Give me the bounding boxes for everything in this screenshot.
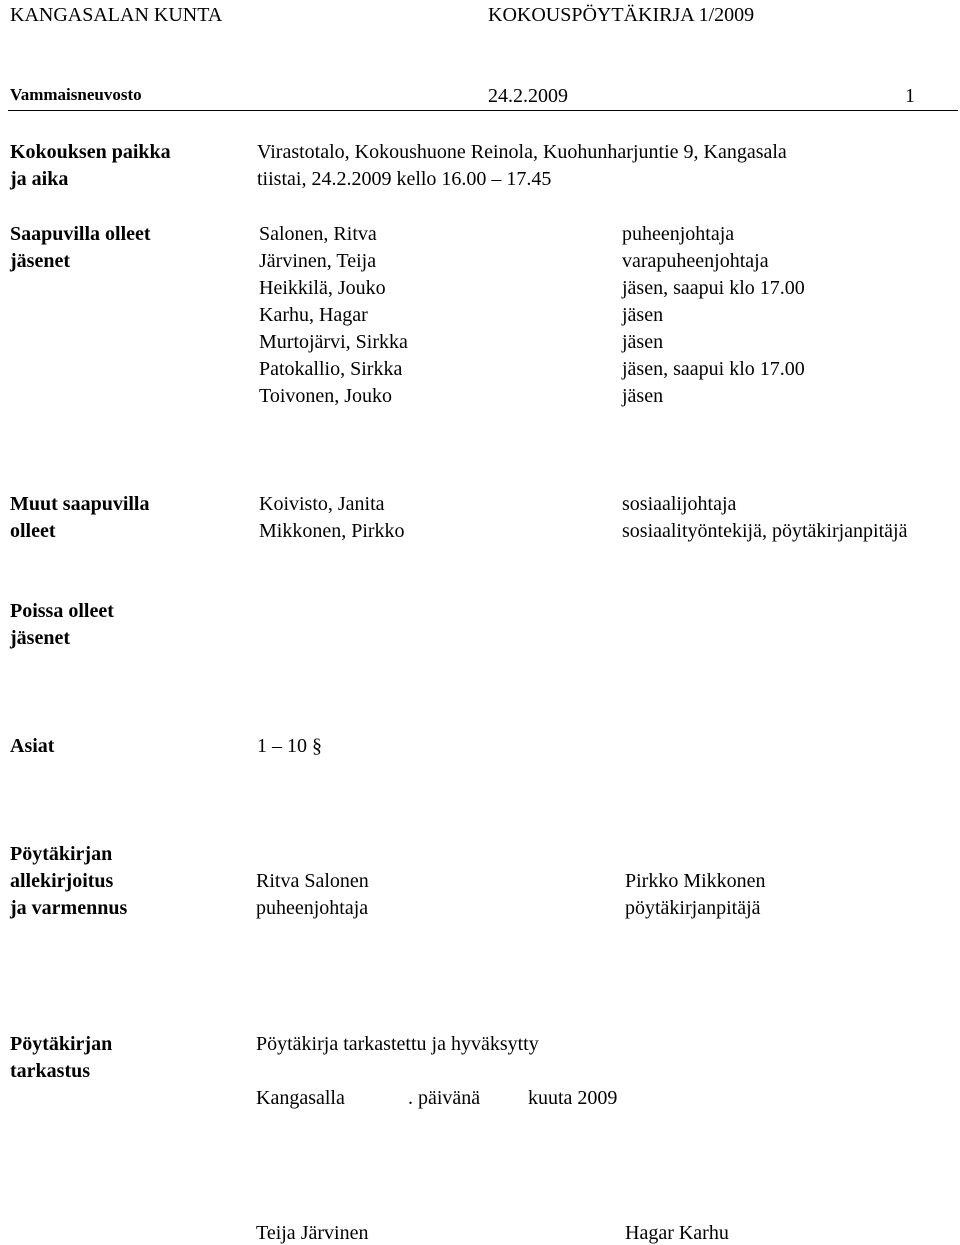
- meeting-label-2: ja aika: [10, 168, 69, 190]
- signature-label-1: Pöytäkirjan: [10, 843, 113, 865]
- review-statement: Pöytäkirja tarkastettu ja hyväksytty: [256, 1033, 539, 1055]
- other-person-role: sosiaalijohtaja: [622, 493, 737, 515]
- items-value: 1 – 10 §: [257, 735, 322, 757]
- body-name: Vammaisneuvosto: [10, 85, 142, 104]
- present-label-1: Saapuvilla olleet: [10, 223, 151, 245]
- page-number: 1: [905, 85, 915, 107]
- items-label: Asiat: [10, 735, 55, 757]
- member-role: jäsen: [622, 331, 664, 353]
- other-person-name: Koivisto, Janita: [259, 493, 385, 515]
- member-role: varapuheenjohtaja: [622, 250, 769, 272]
- member-role: jäsen: [622, 304, 664, 326]
- reviewer1-name: Teija Järvinen: [256, 1222, 369, 1244]
- present-label-2: jäsenet: [10, 250, 70, 272]
- member-role: puheenjohtaja: [622, 223, 735, 245]
- member-role: jäsen, saapui klo 17.00: [622, 277, 805, 299]
- municipality-name: KANGASALAN KUNTA: [10, 4, 223, 26]
- other-person-name: Mikkonen, Pirkko: [259, 520, 405, 542]
- document-title: KOKOUSPÖYTÄKIRJA 1/2009: [488, 4, 755, 26]
- member-name: Patokallio, Sirkka: [259, 358, 403, 380]
- signature-label-3: ja varmennus: [10, 897, 128, 919]
- meeting-label-1: Kokouksen paikka: [10, 141, 171, 163]
- member-name: Salonen, Ritva: [259, 223, 377, 245]
- header-divider: [8, 110, 958, 111]
- signature-label-2: allekirjoitus: [10, 870, 114, 892]
- meeting-date: 24.2.2009: [488, 85, 568, 107]
- review-month-text: kuuta 2009: [528, 1087, 618, 1109]
- others-label-1: Muut saapuvilla: [10, 493, 150, 515]
- signer2-role: pöytäkirjanpitäjä: [625, 897, 761, 919]
- absent-label-2: jäsenet: [10, 627, 70, 649]
- signer1-name: Ritva Salonen: [256, 870, 369, 892]
- member-role: jäsen: [622, 385, 664, 407]
- member-name: Karhu, Hagar: [259, 304, 368, 326]
- signer1-role: puheenjohtaja: [256, 897, 369, 919]
- review-place: Kangasalla: [256, 1087, 345, 1109]
- signer2-name: Pirkko Mikkonen: [625, 870, 766, 892]
- member-name: Murtojärvi, Sirkka: [259, 331, 408, 353]
- review-day-text: . päivänä: [408, 1087, 481, 1109]
- review-label-2: tarkastus: [10, 1060, 91, 1082]
- member-name: Järvinen, Teija: [259, 250, 377, 272]
- member-name: Heikkilä, Jouko: [259, 277, 386, 299]
- member-name: Toivonen, Jouko: [259, 385, 393, 407]
- absent-label-1: Poissa olleet: [10, 600, 114, 622]
- meeting-place: Virastotalo, Kokoushuone Reinola, Kuohunharjuntie 9, Kangasala: [257, 141, 787, 163]
- others-label-2: olleet: [10, 520, 56, 542]
- member-role: jäsen, saapui klo 17.00: [622, 358, 805, 380]
- meeting-time: tiistai, 24.2.2009 kello 16.00 – 17.45: [257, 168, 552, 190]
- reviewer2-name: Hagar Karhu: [625, 1222, 729, 1244]
- review-label-1: Pöytäkirjan: [10, 1033, 113, 1055]
- other-person-role: sosiaalityöntekijä, pöytäkirjanpitäjä: [622, 520, 908, 542]
